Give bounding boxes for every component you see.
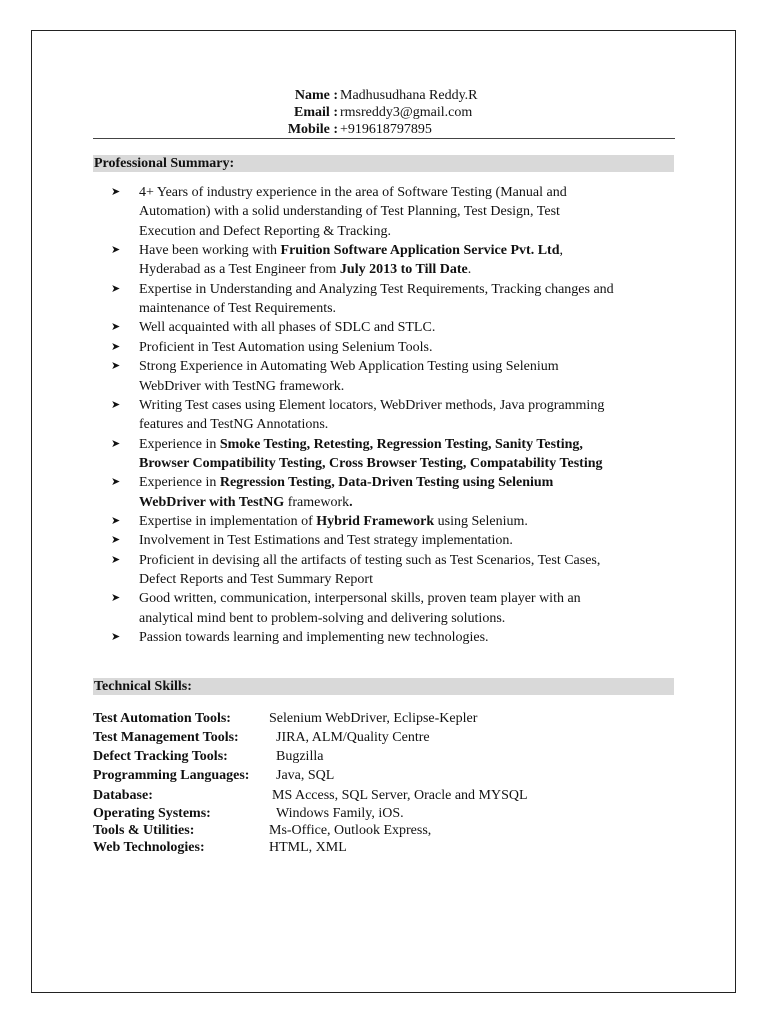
- skill-value: Selenium WebDriver, Eclipse-Kepler: [269, 711, 478, 726]
- bullet-arrow-icon: ➤: [111, 359, 121, 373]
- text: Expertise in Understanding and Analyzing Test Requirements, Tracking changes and: [139, 281, 614, 297]
- text: Defect Reports and Test Summary Report: [139, 572, 373, 587]
- skill-value: Windows Family, iOS.: [276, 806, 404, 821]
- text: Good written, communication, interpersonal skills, proven team player with an: [139, 591, 581, 607]
- skill-value: JIRA, ALM/Quality Centre: [276, 730, 430, 745]
- name-label: Name :: [294, 88, 338, 103]
- text: features and TestNG Annotations.: [139, 417, 329, 433]
- bullet-arrow-icon: ➤: [111, 591, 121, 605]
- skills-heading: [93, 678, 674, 695]
- text: WebDriver with TestNG framework.: [139, 378, 345, 394]
- header-divider: [93, 138, 675, 139]
- skill-label: Tools & Utilities:: [93, 823, 195, 838]
- summary-bullet-line: [139, 281, 614, 298]
- summary-bullet-line: [139, 378, 344, 395]
- skill-label: Programming Languages:: [93, 768, 250, 783]
- email-value: rmsreddy3@gmail.com: [340, 105, 473, 120]
- text: analytical mind bent to problem-solving and delivering solutions.: [139, 610, 506, 626]
- bullet-arrow-icon: ➤: [111, 320, 121, 334]
- bold-text: July 2013 to Till Date: [339, 262, 468, 278]
- summary-bullet-line: [139, 242, 563, 259]
- summary-bullet-line: [139, 474, 553, 491]
- bold-text: Regression Testing, Data-Driven Testing using Selenium: [219, 475, 554, 491]
- text: 4+ Years of industry experience in the area of Software Testing (Manual and: [139, 185, 567, 200]
- skills-title: Technical Skills:: [94, 679, 192, 694]
- skill-label: Operating Systems:: [93, 806, 211, 821]
- summary-bullet-line: [139, 339, 432, 356]
- skill-label: Test Automation Tools:: [93, 711, 231, 726]
- text: Automation) with a solid understanding of Test Planning, Test Design, Test: [139, 204, 560, 220]
- skill-label: Web Technologies:: [93, 840, 205, 855]
- text: Experience in: [139, 436, 220, 452]
- mobile-value: +919618797895: [340, 122, 432, 137]
- summary-bullet-line: [139, 590, 581, 607]
- text: framework: [284, 494, 350, 510]
- bullet-arrow-icon: ➤: [111, 513, 121, 527]
- skill-label: Defect Tracking Tools:: [93, 749, 228, 764]
- summary-bullet-line: [139, 455, 603, 472]
- text: Expertise in implementation of: [139, 513, 317, 529]
- skill-value: Bugzilla: [276, 749, 324, 764]
- text: Proficient in Test Automation using Selenium Tools.: [139, 339, 433, 355]
- summary-bullet-line: [139, 610, 505, 627]
- summary-bullet-line: [139, 571, 373, 588]
- bullet-arrow-icon: ➤: [111, 281, 121, 295]
- summary-bullet-line: [139, 532, 513, 549]
- summary-bullet-line: [139, 416, 328, 433]
- text: Proficient in devising all the artifacts of testing such as Test Scenarios, Test Cases,: [139, 552, 601, 568]
- bold-text: WebDriver with TestNG: [139, 494, 285, 510]
- skill-label: Database:: [93, 788, 153, 803]
- text: Experience in: [139, 475, 220, 491]
- text: Well acquainted with all phases of SDLC and STLC.: [139, 320, 436, 336]
- text: using Selenium.: [434, 513, 528, 529]
- skill-value: HTML, XML: [269, 840, 347, 855]
- summary-bullet-line: [139, 203, 560, 220]
- summary-bullet-line: [139, 319, 435, 336]
- skill-value: Ms-Office, Outlook Express,: [269, 823, 432, 838]
- text: Passion towards learning and implementing new technologies.: [139, 630, 489, 646]
- summary-bullet-line: [139, 397, 604, 414]
- summary-bullet-line: [139, 358, 559, 375]
- text: Writing Test cases using Element locators, WebDriver methods, Java programming: [139, 397, 605, 413]
- bullet-arrow-icon: ➤: [111, 339, 121, 353]
- text: Execution and Defect Reporting & Tracking.: [139, 223, 391, 239]
- summary-bullet-line: [139, 552, 600, 569]
- bullet-arrow-icon: ➤: [111, 185, 121, 198]
- bullet-arrow-icon: ➤: [111, 243, 121, 257]
- text: Have been working with: [139, 243, 281, 259]
- summary-title: Professional Summary:: [94, 156, 235, 171]
- bold-text: Browser Compatibility Testing, Cross Browser Testing, Compatability Testing: [139, 455, 603, 471]
- summary-bullet-line: [139, 223, 391, 240]
- summary-bullet-line: [139, 261, 471, 278]
- summary-bullet-line: [139, 436, 583, 453]
- bold-text: Fruition Software Application Service Pvt. Ltd: [280, 243, 560, 259]
- text: .: [467, 262, 472, 278]
- skill-label: Test Management Tools:: [93, 730, 239, 745]
- summary-bullet-line: [139, 629, 489, 646]
- email-label: Email :: [294, 105, 338, 120]
- bullet-arrow-icon: ➤: [111, 436, 121, 450]
- summary-bullet-line: [139, 184, 567, 201]
- summary-bullet-line: [139, 300, 336, 317]
- text: maintenance of Test Requirements.: [139, 301, 337, 317]
- text: Hyderabad as a Test Engineer from: [139, 262, 340, 278]
- text: Involvement in Test Estimations and Test strategy implementation.: [139, 533, 513, 549]
- bullet-arrow-icon: ➤: [111, 533, 121, 547]
- summary-bullet-line: [139, 494, 353, 511]
- summary-heading: [93, 155, 674, 172]
- name-value: Madhusudhana Reddy.R: [340, 88, 478, 103]
- text: Strong Experience in Automating Web Application Testing using Selenium: [139, 359, 559, 375]
- bold-text: Smoke Testing, Retesting, Regression Testing, Sanity Testing,: [219, 436, 583, 452]
- bullet-arrow-icon: ➤: [111, 630, 121, 644]
- bold-text: Hybrid Framework: [316, 513, 435, 529]
- bullet-arrow-icon: ➤: [111, 397, 121, 411]
- text: ,: [559, 243, 563, 259]
- bullet-arrow-icon: ➤: [111, 475, 121, 489]
- summary-bullet-line: [139, 513, 528, 530]
- bold-text: .: [349, 494, 353, 510]
- skill-value: MS Access, SQL Server, Oracle and MYSQL: [272, 788, 528, 803]
- mobile-label: Mobile :: [287, 122, 338, 137]
- bullet-arrow-icon: ➤: [111, 552, 121, 566]
- skill-value: Java, SQL: [276, 768, 335, 783]
